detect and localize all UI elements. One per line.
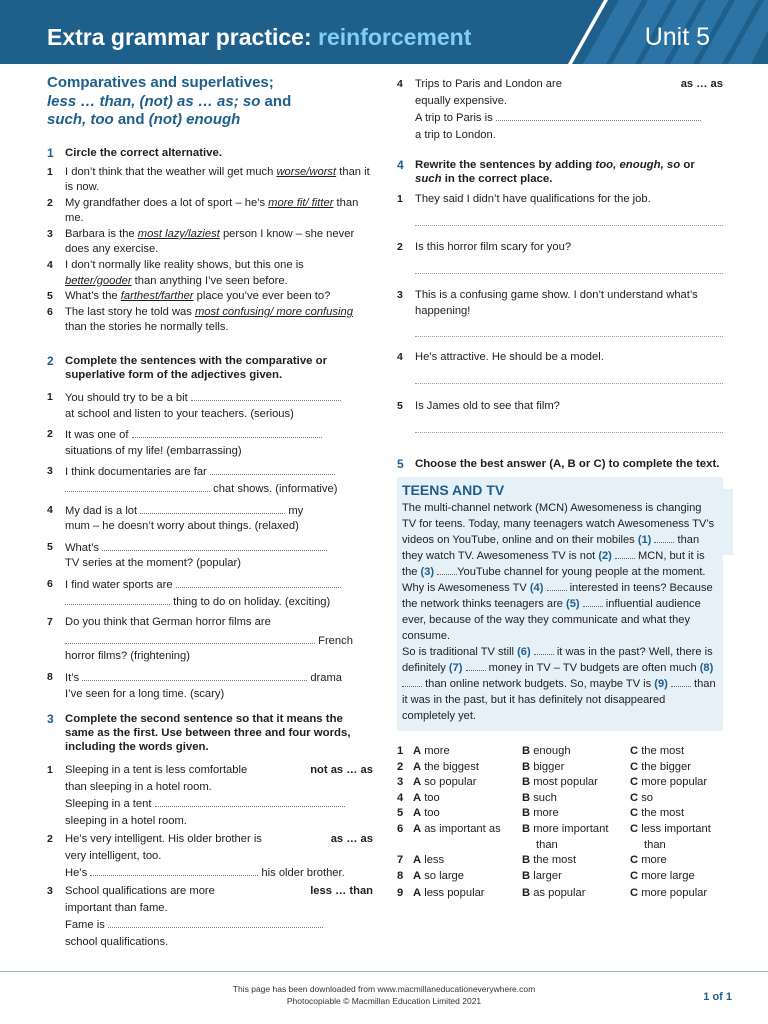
gap-number: (5) xyxy=(566,598,580,610)
gap-number: (6) xyxy=(517,646,531,658)
item-number: 4 xyxy=(397,78,403,90)
option-row xyxy=(397,760,723,776)
list-item xyxy=(397,192,723,240)
option-a[interactable]: A as important as xyxy=(413,822,501,835)
alternative-option[interactable]: better/gooder xyxy=(65,274,132,287)
unit-label: Unit 5 xyxy=(644,23,710,51)
item-text: It’s xyxy=(65,671,80,684)
item-number: 1 xyxy=(47,764,53,777)
instruction-text: too, enough, so xyxy=(595,159,681,171)
page-header xyxy=(0,0,768,64)
row-number: 6 xyxy=(397,822,404,835)
alternative-option[interactable]: farthest/farther xyxy=(120,290,194,303)
option-c[interactable]: C the most xyxy=(630,745,685,757)
option-b[interactable]: B most popular xyxy=(522,776,598,789)
gap-blank[interactable] xyxy=(615,549,635,559)
section-title-line3a: such, too xyxy=(47,111,114,128)
option-row xyxy=(397,886,723,902)
item-text: my xyxy=(288,504,304,517)
item-text: Is James old to see that film? xyxy=(415,400,560,412)
key-words: not as … as xyxy=(310,764,373,777)
item-text: A trip to Paris is xyxy=(415,112,493,124)
option-a[interactable]: A more xyxy=(413,745,450,757)
gap-blank[interactable] xyxy=(583,597,603,607)
gap-blank[interactable] xyxy=(671,677,691,687)
answer-line[interactable] xyxy=(415,225,723,226)
item-text: I don’t think that the weather will get much xyxy=(65,165,277,178)
exercise-3-instruction xyxy=(47,712,373,754)
list-item xyxy=(47,165,373,196)
option-a[interactable]: A the biggest xyxy=(413,760,479,773)
answer-blank[interactable] xyxy=(132,427,322,438)
item-number: 1 xyxy=(47,165,53,178)
option-b[interactable]: B more important than xyxy=(522,822,609,851)
item-text: You should try to be a bit xyxy=(65,392,188,405)
answer-blank[interactable] xyxy=(140,503,285,514)
answer-options xyxy=(397,744,723,902)
item-text: situations of my life! (embarrassing) xyxy=(65,444,242,457)
answer-blank[interactable] xyxy=(176,577,341,588)
gap-number: (8) xyxy=(699,662,714,674)
instruction-text: such xyxy=(415,173,442,185)
exercise-2-items xyxy=(47,390,373,702)
exercise-number: 5 xyxy=(397,457,404,471)
option-c[interactable]: C more popular xyxy=(630,887,708,900)
exercise-number: 2 xyxy=(47,354,54,369)
item-text: chat shows. (informative) xyxy=(213,483,338,495)
option-row xyxy=(397,744,723,760)
answer-blank[interactable] xyxy=(496,110,701,121)
item-number: 4 xyxy=(47,259,53,272)
item-number: 5 xyxy=(47,290,53,303)
item-text: Fame is xyxy=(65,919,105,932)
list-item xyxy=(47,503,373,535)
item-text: Trips to Paris and London are xyxy=(415,78,562,90)
option-c[interactable]: C less important than xyxy=(630,822,711,851)
answer-line[interactable] xyxy=(415,383,723,384)
key-words: as … as xyxy=(680,78,723,90)
item-number: 4 xyxy=(47,503,53,516)
option-row xyxy=(397,822,723,853)
section-title-line2a: less … than, (not) as … as; so xyxy=(47,92,261,110)
item-number: 8 xyxy=(47,670,53,683)
item-text: I think documentaries are far xyxy=(65,466,207,479)
option-b[interactable]: B as popular xyxy=(522,887,586,900)
item-text: than me. xyxy=(65,196,359,225)
list-item xyxy=(47,305,373,336)
page-title xyxy=(47,24,471,51)
item-text: I’ve seen for a long time. (scary) xyxy=(65,687,225,700)
item-text: Do you think that German horror films are xyxy=(65,616,271,629)
option-row xyxy=(397,806,723,822)
list-item xyxy=(397,399,723,451)
instruction-text: Choose the best answer (A, B or C) to complete the text. xyxy=(415,458,720,470)
item-number: 6 xyxy=(47,577,53,590)
answer-blank[interactable] xyxy=(65,633,315,644)
box-side-tab xyxy=(723,489,733,555)
option-c[interactable]: C more xyxy=(630,853,667,866)
reading-paragraph-2: So is traditional TV still (6) it was in the past? Well, there is definitely (7) money in TV – TV budgets are often much (8) than online network budgets. So, maybe TV is (9) than it was in the past, but it has definitely not disappeared completely yet. xyxy=(402,646,716,722)
option-row xyxy=(397,791,723,807)
answer-blank[interactable] xyxy=(65,481,210,492)
gap-blank[interactable] xyxy=(437,565,457,575)
list-item xyxy=(47,577,373,610)
option-a[interactable]: A less popular xyxy=(413,887,485,900)
item-text: at school and listen to your teachers. (serious) xyxy=(65,407,294,420)
gap-number: (7) xyxy=(448,662,463,674)
item-number: 2 xyxy=(47,196,53,209)
list-item xyxy=(47,196,373,227)
gap-blank[interactable] xyxy=(547,581,567,591)
item-number: 1 xyxy=(47,391,53,404)
item-number: 5 xyxy=(397,400,403,412)
exercise-number: 4 xyxy=(397,158,404,172)
item-text: TV series at the moment? (popular) xyxy=(65,557,241,570)
list-item xyxy=(47,540,373,572)
instruction-text: Circle the correct alternative. xyxy=(65,146,223,159)
title-accent: reinforcement xyxy=(318,24,472,50)
item-text: Barbara is the xyxy=(65,227,138,240)
option-a[interactable]: A less xyxy=(413,853,445,866)
item-number: 3 xyxy=(47,885,53,898)
alternative-option[interactable]: most lazy/laziest xyxy=(137,227,220,240)
option-c[interactable]: C more popular xyxy=(630,776,708,789)
row-number: 7 xyxy=(397,853,404,866)
reading-paragraph-1: The multi-channel network (MCN) Awesomeness is changing TV for teens. Today, many teenagers watch Awesomeness TV’s videos on YouTube, online and on their mobiles (1) than they watch TV. Awesomeness TV is not (2) MCN, but it is the (3) YouTube channel for young people at the moment. Why is Awesomeness TV (4) interested in teens? Because the network thinks teenagers are (5) influential audience ever, because of the way they communicate and what they consume. xyxy=(402,502,715,642)
option-row xyxy=(397,853,723,869)
left-column xyxy=(47,74,373,951)
item-text: What’s xyxy=(65,541,99,554)
item-text: than anything I’ve seen before. xyxy=(131,274,288,287)
option-c[interactable]: C the most xyxy=(630,807,685,820)
item-number: 7 xyxy=(47,616,53,629)
item-text: than it is now. xyxy=(65,165,370,194)
title-main: Extra grammar practice: xyxy=(47,24,312,50)
list-item xyxy=(47,390,373,422)
option-b[interactable]: B larger xyxy=(522,869,562,882)
item-text: The last story he told was xyxy=(65,305,195,318)
item-text: drama xyxy=(310,671,343,684)
exercise-3-items xyxy=(47,762,373,951)
item-text: person I know – she never does any exercise. xyxy=(65,227,355,256)
item-text: horror films? (frightening) xyxy=(65,650,190,663)
item-text: Sleeping in a tent xyxy=(65,798,152,811)
row-number: 3 xyxy=(397,776,404,789)
item-text: place you’ve ever been to? xyxy=(193,290,331,303)
option-b[interactable]: B the most xyxy=(522,853,577,866)
footer-copyright: Photocopiable © Macmillan Education Limited 2021 xyxy=(286,996,482,1006)
item-text: I don’t normally like reality shows, but this one is xyxy=(65,259,304,272)
exercise-number: 3 xyxy=(47,712,54,727)
item-text: than sleeping in a hotel room. xyxy=(65,781,212,794)
item-text: School qualifications are more xyxy=(65,885,215,898)
exercise-number: 1 xyxy=(47,145,54,160)
list-item xyxy=(47,831,373,882)
right-column xyxy=(397,76,723,902)
answer-blank[interactable] xyxy=(90,865,258,876)
item-number: 3 xyxy=(47,227,53,240)
answer-blank[interactable] xyxy=(108,917,323,928)
item-number: 3 xyxy=(47,465,53,478)
exercise-4-instruction xyxy=(397,158,723,186)
option-row xyxy=(397,775,723,791)
gap-blank[interactable] xyxy=(466,661,486,671)
item-text: He’s very intelligent. His older brother is xyxy=(65,833,262,846)
answer-blank[interactable] xyxy=(210,464,335,475)
item-text: My dad is a lot xyxy=(65,504,138,517)
option-a[interactable]: A too xyxy=(413,791,440,804)
list-item xyxy=(47,615,373,665)
option-b[interactable]: B more xyxy=(522,807,559,820)
item-number: 2 xyxy=(397,241,403,253)
answer-blank[interactable] xyxy=(191,390,341,401)
exercise-2-instruction xyxy=(47,354,373,382)
row-number: 5 xyxy=(397,807,404,820)
alternative-option[interactable]: most confusing/ more confusing xyxy=(194,305,353,318)
item-text: They said I didn’t have qualifications for the job. xyxy=(415,193,651,205)
reading-title: TEENS AND TV xyxy=(402,482,505,498)
page-footer xyxy=(0,983,768,1007)
item-text: important than fame. xyxy=(65,902,168,915)
list-item xyxy=(47,464,373,497)
gap-number: (9) xyxy=(654,678,668,690)
list-item xyxy=(47,289,373,305)
option-a[interactable]: A too xyxy=(413,807,440,820)
item-text: mum – he doesn’t worry about things. (relaxed) xyxy=(65,520,299,533)
item-text: Is this horror film scary for you? xyxy=(415,241,572,253)
gap-blank[interactable] xyxy=(402,677,422,687)
item-text: equally expensive. xyxy=(415,95,508,107)
item-number: 2 xyxy=(47,833,53,846)
page-number: 1 of 1 xyxy=(703,991,732,1003)
option-a[interactable]: A so large xyxy=(413,869,465,882)
list-item xyxy=(47,227,373,258)
section-title-line2b: and xyxy=(260,92,292,110)
gap-number: (3) xyxy=(420,566,435,578)
answer-blank[interactable] xyxy=(65,594,170,605)
exercise-1-items xyxy=(47,165,373,337)
row-number: 2 xyxy=(397,760,404,773)
item-text: He’s xyxy=(65,867,88,880)
key-words: less … than xyxy=(310,885,373,898)
instruction-text: Complete the sentences with the comparative or superlative form of the adjectives given. xyxy=(65,355,328,382)
instruction-text: in the correct place. xyxy=(441,173,553,185)
row-number: 8 xyxy=(397,869,404,882)
key-words: as … as xyxy=(330,833,373,846)
item-number: 6 xyxy=(47,305,53,318)
item-number: 5 xyxy=(47,540,53,553)
item-text: school qualifications. xyxy=(65,936,169,949)
list-item xyxy=(47,258,373,289)
option-a[interactable]: A so popular xyxy=(413,776,477,789)
item-text: It was one of xyxy=(65,429,129,442)
exercise-1-instruction xyxy=(47,146,373,160)
option-b[interactable]: B enough xyxy=(522,745,571,757)
answer-line[interactable] xyxy=(415,273,723,274)
item-text: sleeping in a hotel room. xyxy=(65,815,187,828)
footer-download-link[interactable]: This page has been downloaded from www.macmillaneducationeverywhere.com xyxy=(232,984,536,994)
section-title-line3b: and xyxy=(113,111,149,128)
item-text: his older brother. xyxy=(261,867,345,880)
list-item xyxy=(47,762,373,830)
alternative-option[interactable]: worse/worst xyxy=(276,165,337,178)
instruction-text: Rewrite the sentences by adding xyxy=(415,159,596,171)
item-number: 4 xyxy=(397,351,403,363)
gap-blank[interactable] xyxy=(534,645,554,655)
row-number: 4 xyxy=(397,791,404,804)
answer-line[interactable] xyxy=(415,336,723,337)
item-text: a trip to London. xyxy=(415,129,496,141)
item-number: 1 xyxy=(397,193,403,205)
section-title-line1: Comparatives and superlatives; xyxy=(47,74,274,91)
instruction-text: Complete the second sentence so that it means the same as the first. Use between three and four words, including the words given. xyxy=(65,713,351,754)
item-text: than the stories he normally tells. xyxy=(65,321,229,334)
option-c[interactable]: C more large xyxy=(630,869,695,882)
answer-blank[interactable] xyxy=(102,540,327,551)
list-item xyxy=(397,76,723,144)
item-text: Sleeping in a tent is less comfortable xyxy=(65,764,248,777)
item-text: My grandfather does a lot of sport – he’s xyxy=(65,196,269,209)
alternative-option[interactable]: more fit/ fitter xyxy=(268,196,334,209)
answer-blank[interactable] xyxy=(155,796,345,807)
answer-line[interactable] xyxy=(415,432,723,433)
gap-number: (1) xyxy=(637,534,652,546)
option-b[interactable]: B such xyxy=(522,791,557,804)
list-item xyxy=(397,288,723,350)
item-text: thing to do on holiday. (exciting) xyxy=(173,595,331,608)
item-text: What’s the xyxy=(65,290,121,303)
row-number: 9 xyxy=(397,887,404,900)
option-row xyxy=(397,869,723,885)
item-text: He’s attractive. He should be a model. xyxy=(415,351,604,363)
instruction-text: or xyxy=(680,159,695,171)
item-number: 3 xyxy=(397,289,403,301)
gap-blank[interactable] xyxy=(654,533,674,543)
row-number: 1 xyxy=(397,745,404,757)
footer-divider xyxy=(0,971,768,972)
list-item xyxy=(47,670,373,702)
reading-text-box xyxy=(397,477,723,731)
exercise-5-instruction xyxy=(397,457,723,471)
exercise-4-items xyxy=(397,192,723,451)
item-number: 2 xyxy=(47,428,53,441)
item-text: French xyxy=(318,634,353,647)
list-item xyxy=(47,427,373,459)
section-title xyxy=(47,74,373,130)
item-text: very intelligent, too. xyxy=(65,850,162,863)
gap-number: (4) xyxy=(529,582,544,594)
option-c[interactable]: C so xyxy=(630,791,654,804)
item-text: I find water sports are xyxy=(65,578,173,591)
item-text: This is a confusing game show. I don’t understand what’s happening! xyxy=(415,289,698,317)
list-item xyxy=(397,240,723,288)
option-c[interactable]: C the bigger xyxy=(630,760,691,773)
gap-number: (2) xyxy=(598,550,612,562)
option-b[interactable]: B bigger xyxy=(522,760,565,773)
list-item xyxy=(397,350,723,399)
answer-blank[interactable] xyxy=(82,670,307,681)
section-title-line3c: (not) enough xyxy=(148,111,241,128)
list-item xyxy=(47,883,373,951)
